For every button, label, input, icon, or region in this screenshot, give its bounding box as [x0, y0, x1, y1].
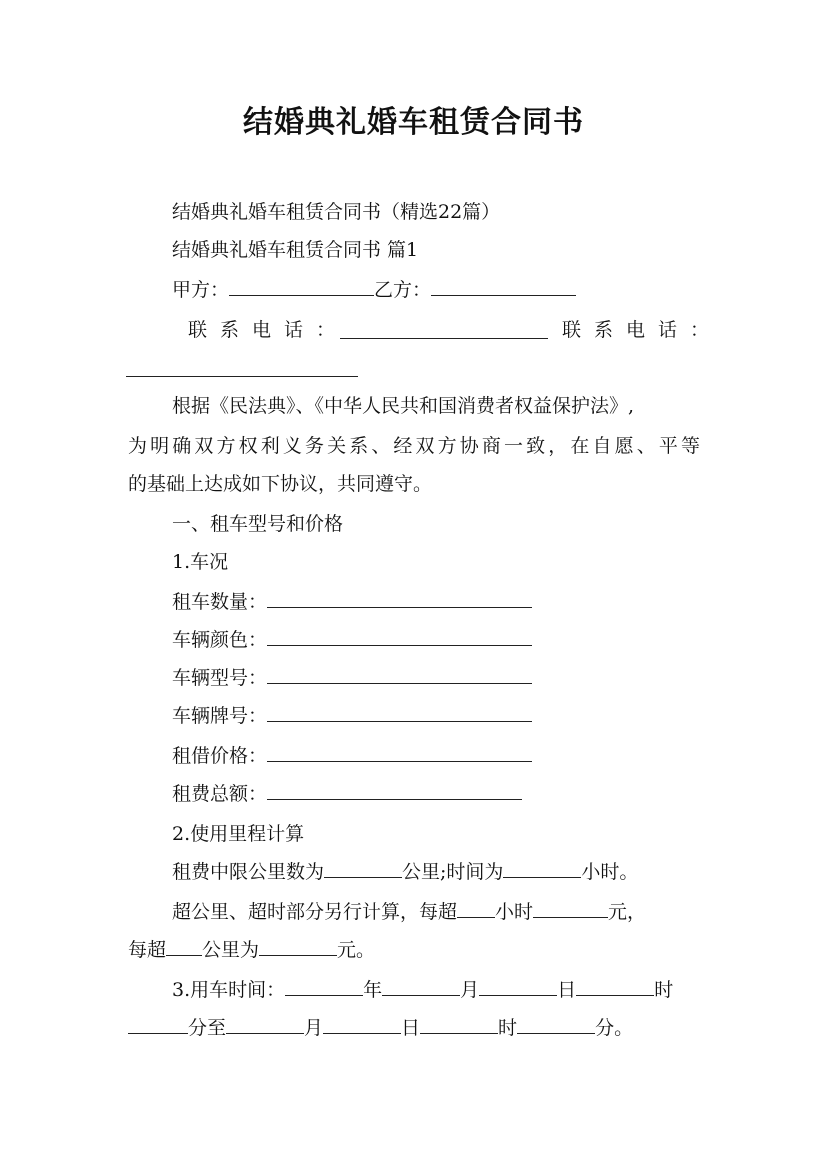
month-label: 月	[304, 1017, 324, 1039]
overtime-hours-blank[interactable]	[457, 899, 495, 918]
day-blank[interactable]	[323, 1015, 401, 1034]
field-plate-number	[172, 702, 532, 730]
field-rental-price	[172, 742, 532, 770]
party-b-blank[interactable]	[431, 277, 576, 296]
hour-blank[interactable]	[420, 1015, 498, 1034]
mileage-hour-label: 小时。	[581, 861, 639, 883]
field-label: 车辆颜色：	[172, 629, 268, 651]
intro-line-3: 的基础上达成如下协议，共同遵守。	[128, 473, 433, 495]
day-label: 日	[557, 979, 577, 1001]
km-blank[interactable]	[324, 859, 402, 878]
hour-blank[interactable]	[503, 859, 581, 878]
phone-b-blank[interactable]	[126, 358, 358, 377]
mileage-km-label: 公里;时间为	[402, 861, 504, 883]
day-blank[interactable]	[479, 977, 557, 996]
intro-line-2: 为明确双方权利义务关系、经双方协商一致，在自愿、平等	[128, 435, 700, 457]
party-b-label: 乙方：	[374, 279, 432, 301]
phone-a-blank[interactable]	[340, 320, 548, 339]
field-blank[interactable]	[267, 703, 532, 722]
mileage-line	[172, 858, 638, 886]
overtime-text: 超公里、超时部分另行计算，每超	[172, 901, 458, 923]
field-label: 租费总额：	[172, 783, 268, 805]
usage-time-line-2	[128, 1014, 633, 1042]
overtime-km-blank[interactable]	[166, 937, 202, 956]
overtime-hour-fee-blank[interactable]	[533, 899, 608, 918]
overtime-text: 每超	[128, 939, 167, 961]
field-vehicle-color	[172, 626, 532, 654]
month-blank[interactable]	[382, 977, 460, 996]
month-label: 月	[460, 979, 480, 1001]
overtime-text: 小时	[495, 901, 534, 923]
field-label: 车辆型号：	[172, 667, 268, 689]
intro-line-1: 根据《民法典》、《中华人民共和国消费者权益保护法》,	[172, 395, 635, 417]
parties-line	[172, 276, 576, 304]
overtime-text: 公里为	[202, 939, 260, 961]
minute-label: 分。	[595, 1017, 634, 1039]
field-vehicle-model	[172, 664, 532, 692]
section-1-heading: 一、租车型号和价格	[172, 513, 344, 535]
year-label: 年	[363, 979, 383, 1001]
overtime-line-2	[128, 936, 375, 964]
minute-to-label: 分至	[188, 1017, 227, 1039]
party-a-blank[interactable]	[229, 277, 374, 296]
item-2-heading: 2.使用里程计算	[172, 823, 305, 845]
item-1-heading: 1.车况	[172, 551, 229, 573]
field-blank[interactable]	[267, 665, 532, 684]
month-blank[interactable]	[226, 1015, 304, 1034]
hour-blank[interactable]	[576, 977, 654, 996]
field-total-fee	[172, 780, 522, 808]
phone-label-a: 联系电话：	[188, 319, 349, 341]
usage-time-line-1	[172, 976, 673, 1004]
field-blank[interactable]	[267, 781, 522, 800]
field-blank[interactable]	[267, 627, 532, 646]
field-label: 租车数量：	[172, 591, 268, 613]
field-blank[interactable]	[267, 589, 532, 608]
overtime-line-1	[172, 898, 646, 926]
hour-label: 时	[498, 1017, 518, 1039]
party-a-label: 甲方：	[172, 279, 230, 301]
hour-label: 时	[654, 979, 674, 1001]
subtitle: 结婚典礼婚车租赁合同书（精选22篇）	[172, 201, 501, 223]
field-blank[interactable]	[267, 743, 532, 762]
part-heading: 结婚典礼婚车租赁合同书 篇1	[172, 239, 419, 261]
year-blank[interactable]	[285, 977, 363, 996]
field-label: 租借价格：	[172, 745, 268, 767]
field-rental-quantity	[172, 588, 532, 616]
overtime-text: 元。	[337, 939, 376, 961]
overtime-text: 元，	[608, 901, 647, 923]
phone-label-b: 联系电话：	[562, 319, 723, 341]
mileage-prefix: 租费中限公里数为	[172, 861, 325, 883]
overtime-km-fee-blank[interactable]	[259, 937, 337, 956]
minute-blank[interactable]	[128, 1015, 188, 1034]
document-title: 结婚典礼婚车租赁合同书	[243, 105, 584, 140]
usage-time-label: 3.用车时间：	[172, 979, 286, 1001]
field-label: 车辆牌号：	[172, 705, 268, 727]
day-label: 日	[401, 1017, 421, 1039]
minute-end-blank[interactable]	[517, 1015, 595, 1034]
